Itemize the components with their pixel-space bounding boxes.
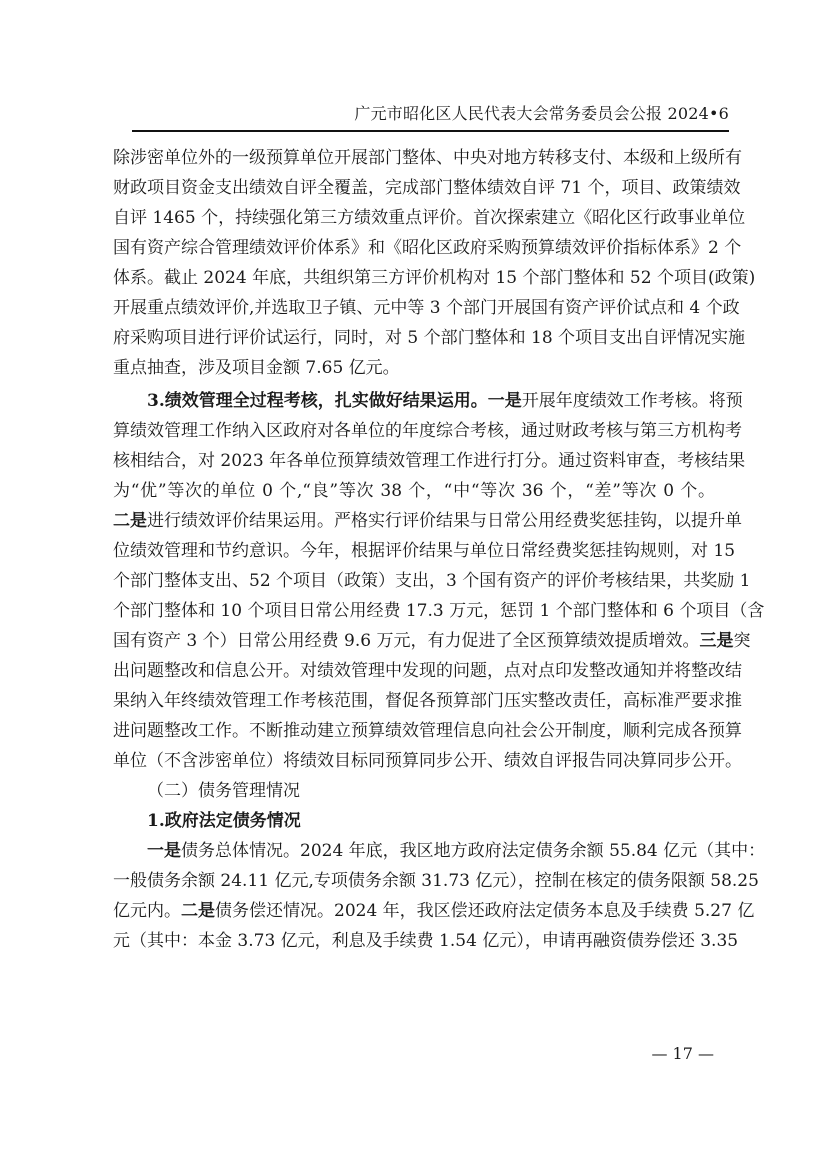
text-line: 一般债务余额 24.11 亿元,专项债务余额 31.73 亿元），控制在核定的债务限额 58.25 (113, 871, 759, 891)
text-line: 国有资产综合管理绩效评价体系》和《昭化区政府采购预算绩效评价指标体系》2 个 (113, 238, 742, 258)
text-line: 个部门整体和 10 个项目日常公用经费 17.3 万元，惩罚 1 个部门整体和 6 个项目（含 (113, 601, 765, 621)
text-line: 进问题整改工作。不断推动建立预算绩效管理信息向社会公开制度，顺利完成各预算 (113, 721, 742, 741)
text-run: 开展年度绩效工作考核。将预 (521, 391, 743, 411)
text-run: 债务总体情况。2024 年底，我区地方政府法定债务余额 55.84 亿元（其中： (181, 841, 766, 861)
text-line: 府采购项目进行评价试运行，同时，对 5 个部门整体和 18 个项目支出自评情况实施 (113, 328, 746, 348)
text-line: 个部门整体支出、52 个项目（政策）支出，3 个国有资产的评价考核结果，共奖励 1 (113, 571, 751, 591)
text-line (113, 626, 751, 656)
text-line: 财政项目资金支出绩效自评全覆盖，完成部门整体绩效自评 71 个，项目、政策绩效 (113, 178, 741, 198)
point-label: 二是 (113, 511, 147, 531)
text-run: 国有资产 3 个）日常公用经费 9.6 万元，有力促进了全区预算绩效提质增效。 (113, 631, 700, 651)
page-header (132, 104, 729, 132)
section-heading: （二）债务管理情况 (147, 781, 300, 801)
document-body (113, 143, 766, 956)
paragraph-lead-line (113, 386, 743, 416)
text-line (113, 506, 742, 536)
point-label: 一是 (147, 841, 181, 861)
text-run: 亿元内。 (113, 901, 181, 921)
text-line: 核相结合，对 2023 年各单位预算绩效管理工作进行打分。通过资料审查，考核结果 (113, 451, 746, 471)
bulletin-title: 广元市昭化区人民代表大会常务委员会公报 2024•6 (354, 104, 729, 123)
text-line: 体系。截止 2024 年底，共组织第三方评价机构对 15 个部门整体和 52 个项目(政策) (113, 268, 756, 288)
text-line: 自评 1465 个，持续强化第三方绩效重点评价。首次探索建立《昭化区行政事业单位 (113, 208, 746, 228)
text-line: 出问题整改和信息公开。对绩效管理中发现的问题，点对点印发整改通知并将整改结 (113, 661, 742, 681)
text-run: 债务偿还情况。2024 年，我区偿还政府法定债务本息及手续费 5.27 亿 (215, 901, 755, 921)
text-run: 突 (733, 631, 751, 651)
text-line (113, 836, 766, 866)
point-label: 三是 (699, 631, 734, 651)
text-line (113, 896, 755, 926)
text-line: 除涉密单位外的一级预算单位开展部门整体、中央对地方转移支付、本级和上级所有 (113, 148, 742, 168)
point-label: 二是 (181, 901, 215, 921)
page-number: — 17 — (651, 1044, 714, 1063)
point-label: 一是 (487, 391, 522, 411)
text-line: 单位（不含涉密单位）将绩效目标同预算同步公开、绩效自评报告同决算同步公开。 (113, 751, 742, 771)
text-line: 开展重点绩效评价,并选取卫子镇、元中等 3 个部门开展国有资产评价试点和 4 个政 (113, 298, 740, 318)
text-run: 进行绩效评价结果运用。严格实行评价结果与日常公用经费奖惩挂钩，以提升单 (147, 511, 742, 531)
text-line: 为“优”等次的单位 0 个,“良”等次 38 个，“中“等次 36 个，“差”等次 0 个。 (113, 481, 715, 501)
text-line: 算绩效管理工作纳入区政府对各单位的年度综合考核，通过财政考核与第三方机构考 (113, 421, 742, 441)
subsection-heading: 1.政府法定债务情况 (147, 811, 301, 831)
text-line: 位绩效管理和节约意识。今年，根据评价结果与单位日常经费奖惩挂钩规则，对 15 (113, 541, 736, 561)
text-line: 重点抽查，涉及项目金额 7.65 亿元。 (113, 358, 400, 378)
text-line: 元（其中：本金 3.73 亿元，利息及手续费 1.54 亿元），申请再融资债券偿还 3.35 (113, 931, 739, 951)
subheading-performance-assessment: 3.绩效管理全过程考核，扎实做好结果运用。 (147, 391, 488, 411)
text-line: 果纳入年终绩效管理工作考核范围，督促各预算部门压实整改责任，高标准严要求推 (113, 691, 742, 711)
